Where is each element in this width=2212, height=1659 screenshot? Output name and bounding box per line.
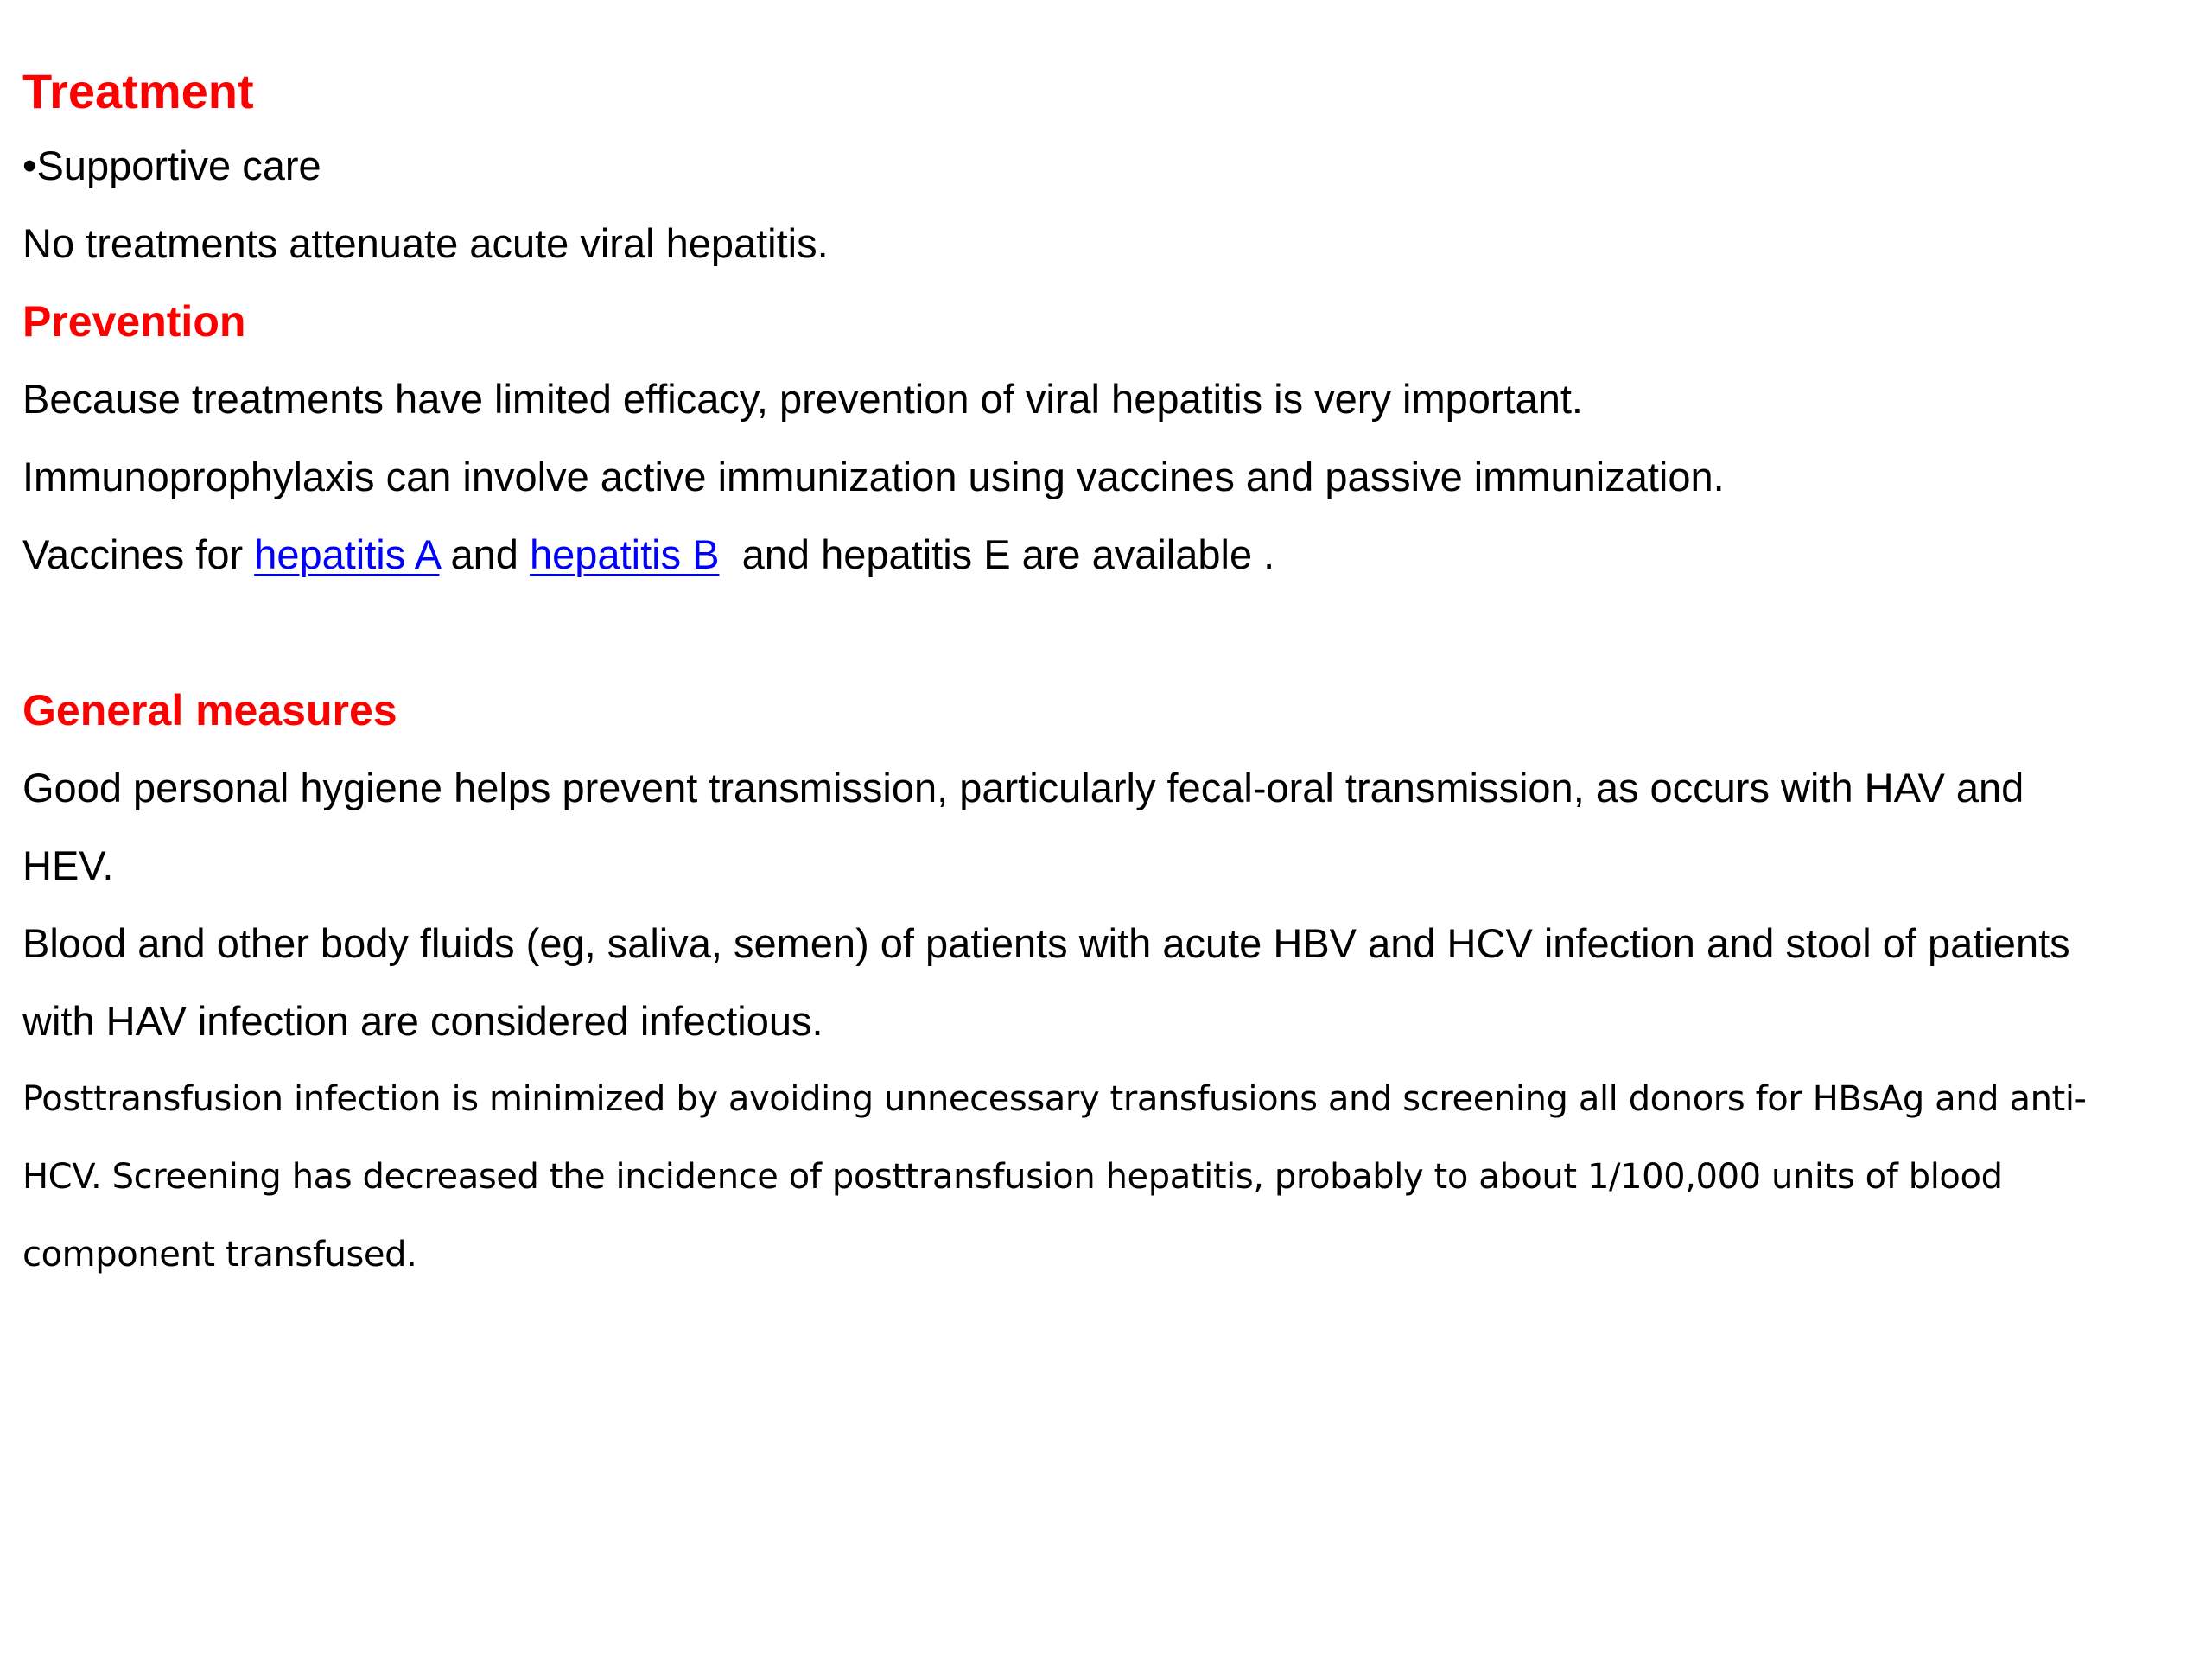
treatment-note: No treatments attenuate acute viral hepatitis. <box>22 220 829 266</box>
general-measures-heading: General measures <box>22 686 397 734</box>
transfusion-line-3: component transfused. <box>22 1235 417 1274</box>
hygiene-line-2: HEV. <box>22 842 114 888</box>
vaccines-middle: and <box>439 531 531 577</box>
treatment-heading: Treatment <box>22 64 254 118</box>
prevention-line-1: Because treatments have limited efficacy, prevention of viral hepatitis is very important. <box>22 376 1583 422</box>
transfusion-line-1: Posttransfusion infection is minimized by avoiding unnecessary transfusions and screening all donors for HBsAg and anti- <box>22 1079 2087 1119</box>
fluids-line-1: Blood and other body fluids (eg, saliva, semen) of patients with acute HBV and HCV infection and stool of patients <box>22 920 2070 966</box>
prevention-heading: Prevention <box>22 297 246 346</box>
transfusion-line-2: HCV. Screening has decreased the incidence of posttransfusion hepatitis, probably to about 1/100,000 units of blood <box>22 1157 2003 1197</box>
hygiene-line-1: Good personal hygiene helps prevent transmission, particularly fecal-oral transmission, as occurs with HAV and <box>22 765 2024 810</box>
vaccines-suffix: and hepatitis E are available . <box>719 531 1275 577</box>
vaccines-line <box>22 529 1274 581</box>
treatment-bullet: •Supportive care <box>22 143 321 188</box>
fluids-line-2: with HAV infection are considered infectious. <box>22 998 823 1044</box>
vaccines-prefix: Vaccines for <box>22 531 255 577</box>
prevention-line-2: Immunoprophylaxis can involve active immunization using vaccines and passive immunization. <box>22 454 1725 499</box>
hepatitis-b-link[interactable]: hepatitis B <box>530 531 720 577</box>
hepatitis-a-link[interactable]: hepatitis A <box>254 531 440 577</box>
